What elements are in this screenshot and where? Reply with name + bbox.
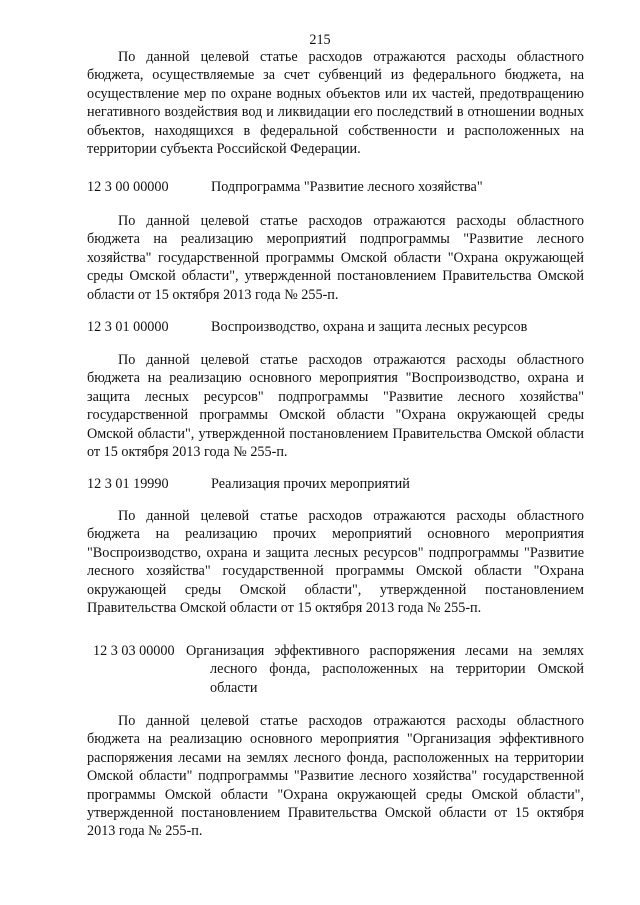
heading-title: Воспроизводство, охрана и защита лесных ресурсов <box>211 319 528 335</box>
heading-title: Реализация прочих мероприятий <box>211 476 410 492</box>
budget-code: 12 3 00 00000 <box>87 179 169 195</box>
paragraph-subvention-water-objects: По данной целевой статье расходов отражаются расходы областного бюджета, осуществляемые за счет субвенций из федерального бюджета, на осуществление мер по охране водных объектов или их частей, предотвращению негативного воздействия вод и ликвидации его последствий в отношении водных объектов, находящихся в федеральной собственности и расположенных на территории субъекта Российской Федерации. <box>87 49 584 158</box>
paragraph-other-activities: По данной целевой статье расходов отражаются расходы областного бюджета на реализацию прочих мероприятий основного мероприятия "Воспроизводство, охрана и защита лесных ресурсов" подпрограммы "Развитие лесного хозяйства" государственной программы Омской области "Охрана окружающей среды Омской области", утвержденной постановлением Правительства Омской области от 15 октября 2013 года № 255-п. <box>87 508 584 617</box>
heading-12-3-03-00000 <box>93 642 584 697</box>
paragraph-forest-management: По данной целевой статье расходов отражаются расходы областного бюджета на реализацию основного мероприятия "Организация эффективного распоряжения лесами на землях лесного фонда, расположенных на территории Омской области" подпрограммы "Развитие лесного хозяйства" государственной программы Омской области "Охрана окружающей среды Омской области", утвержденной постановлением Правительства Омской области от 15 октября 2013 года № 255-п. <box>87 713 584 840</box>
heading-12-3-01-00000 <box>87 318 584 336</box>
heading-12-3-01-19990 <box>87 475 584 493</box>
heading-12-3-00-00000 <box>87 178 584 196</box>
heading-title: Организация эффективного распоряжения лесами на землях лесного фонда, расположенных на территории Омской области <box>186 643 584 696</box>
budget-code: 12 3 03 00000 <box>93 643 175 659</box>
paragraph-forestry-subprogram: По данной целевой статье расходов отражаются расходы областного бюджета на реализацию мероприятий подпрограммы "Развитие лесного хозяйства" государственной программы Омской области "Охрана окружающей среды Омской области", утвержденной постановлением Правительства Омской области от 15 октября 2013 года № 255-п. <box>87 213 584 303</box>
page-number: 215 <box>309 32 331 48</box>
paragraph-forest-resources: По данной целевой статье расходов отражаются расходы областного бюджета на реализацию основного мероприятия "Воспроизводство, охрана и защита лесных ресурсов" подпрограммы "Развитие лесного хозяйства" государственной программы Омской области "Охрана окружающей среды Омской области", утвержденной постановлением Правительства Омской области от 15 октября 2013 года № 255-п. <box>87 352 584 461</box>
budget-code: 12 3 01 00000 <box>87 319 169 335</box>
heading-title: Подпрограмма "Развитие лесного хозяйства" <box>211 179 483 195</box>
budget-code: 12 3 01 19990 <box>87 476 169 492</box>
